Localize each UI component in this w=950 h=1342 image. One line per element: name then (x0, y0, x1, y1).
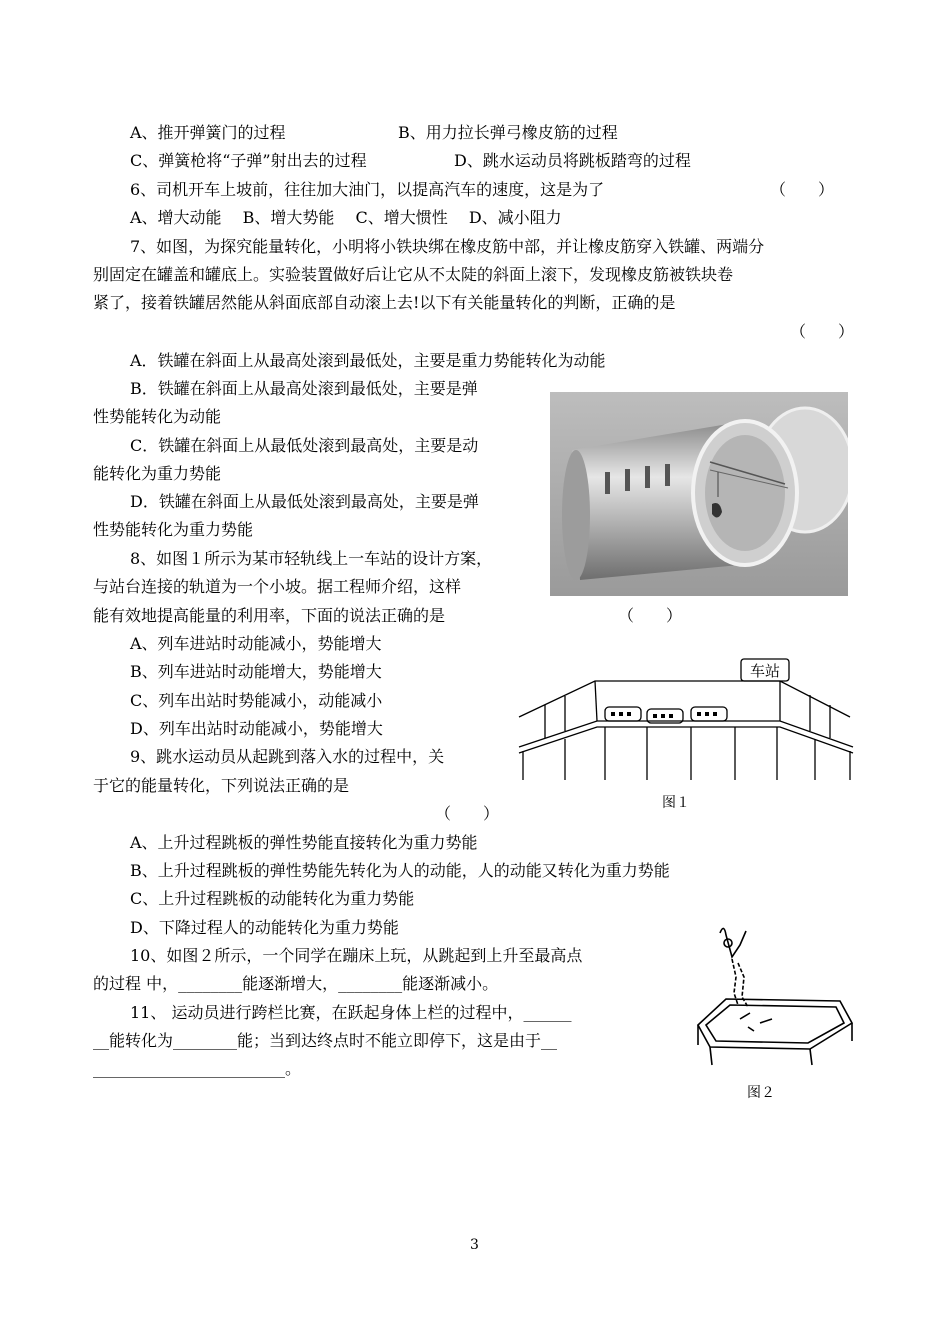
q8-option-a: A、列车进站时动能减小，势能增大 (130, 634, 382, 653)
q7-option-c-2: 能转化为重力势能 (93, 464, 222, 483)
q7-answer-paren: （ ） (790, 322, 855, 341)
q10-line-1: 10、如图２所示，一个同学在蹦床上玩，从跳起到上升至最高点 (130, 946, 583, 965)
q9-line-1: 9、跳水运动员从起跳到落入水的过程中，关 (130, 747, 445, 766)
q5-option-b: B、用力拉长弹弓橡皮筋的过程 (398, 123, 618, 142)
q10-line-2: 的过程 中，________能逐渐增大，________能逐渐减小。 (93, 974, 499, 993)
station-label: 车站 (749, 662, 781, 680)
q9-option-d: D、下降过程人的动能转化为重力势能 (130, 918, 399, 937)
q7-line-1: 7、如图，为探究能量转化，小明将小铁块绑在橡皮筋中部，并让橡皮筋穿入铁罐、两端分 (130, 237, 765, 256)
q7-line-2: 别固定在罐盖和罐底上。实验装置做好后让它从不太陡的斜面上滚下，发现橡皮筋被铁块卷 (93, 265, 734, 284)
q7-option-d-1: D．铁罐在斜面上从最低处滚到最高处，主要是弹 (130, 492, 479, 511)
q7-option-a: A．铁罐在斜面上从最高处滚到最低处，主要是重力势能转化为动能 (130, 351, 606, 370)
page-number: 3 (470, 1237, 479, 1253)
q9-line-2: 于它的能量转化，下列说法正确的是 (93, 776, 350, 795)
q11-line-1: 11、 运动员进行跨栏比赛，在跃起身体上栏的过程中，______ (130, 1003, 572, 1022)
q8-line-1: 8、如图１所示为某市轻轨线上一车站的设计方案， (130, 549, 493, 568)
q7-line-3: 紧了，接着铁罐居然能从斜面底部自动滚上去!以下有关能量转化的判断，正确的是 (93, 293, 676, 312)
q7-option-d-2: 性势能转化为重力势能 (93, 520, 254, 539)
q9-option-c: C、上升过程跳板的动能转化为重力势能 (130, 889, 415, 908)
q8-option-c: C、列车出站时势能减小，动能减小 (130, 691, 383, 710)
iron-can-photo (550, 392, 848, 596)
q7-option-c-1: C．铁罐在斜面上从最低处滚到最高处，主要是动 (130, 436, 479, 455)
trampoline-diagram (690, 915, 860, 1075)
q11-line-2: __能转化为________能；当到达终点时不能立即停下，这是由于__ (93, 1031, 558, 1050)
q9-answer-paren: （ ） (435, 804, 500, 823)
q8-answer-paren: （ ） (618, 606, 683, 625)
q8-option-b: B、列车进站时动能增大，势能增大 (130, 662, 382, 681)
q8-line-3: 能有效地提高能量的利用率，下面的说法正确的是 (93, 606, 446, 625)
q8-line-2: 与站台连接的轨道为一个小坡。据工程师介绍，这样 (93, 577, 462, 596)
q8-option-d: D、列车出站时动能减小，势能增大 (130, 719, 383, 738)
figure-2-caption: 图２ (747, 1085, 775, 1101)
q6-options: A、增大动能 B、增大势能 C、增大惯性 D、减小阻力 (130, 208, 562, 227)
q6-text: 6、司机开车上坡前，往往加大油门，以提高汽车的速度，这是为了 (130, 180, 605, 199)
q5-option-c: C、弹簧枪将“子弹”射出去的过程 (130, 151, 367, 170)
figure-1-caption: 图１ (662, 795, 690, 811)
q9-option-a: A、上升过程跳板的弹性势能直接转化为重力势能 (130, 833, 478, 852)
q7-option-b-2: 性势能转化为动能 (93, 407, 222, 426)
q9-option-b: B、上升过程跳板的弹性势能先转化为人的动能，人的动能又转化为重力势能 (130, 861, 670, 880)
station-diagram (515, 655, 855, 785)
q5-option-d: D、跳水运动员将跳板踏弯的过程 (454, 151, 691, 170)
q6-answer-paren: （ ） (770, 180, 835, 199)
q11-line-3: ________________________。 (93, 1059, 302, 1078)
q5-option-a: A、推开弹簧门的过程 (130, 123, 286, 142)
q7-option-b-1: B．铁罐在斜面上从最高处滚到最低处，主要是弹 (130, 379, 478, 398)
